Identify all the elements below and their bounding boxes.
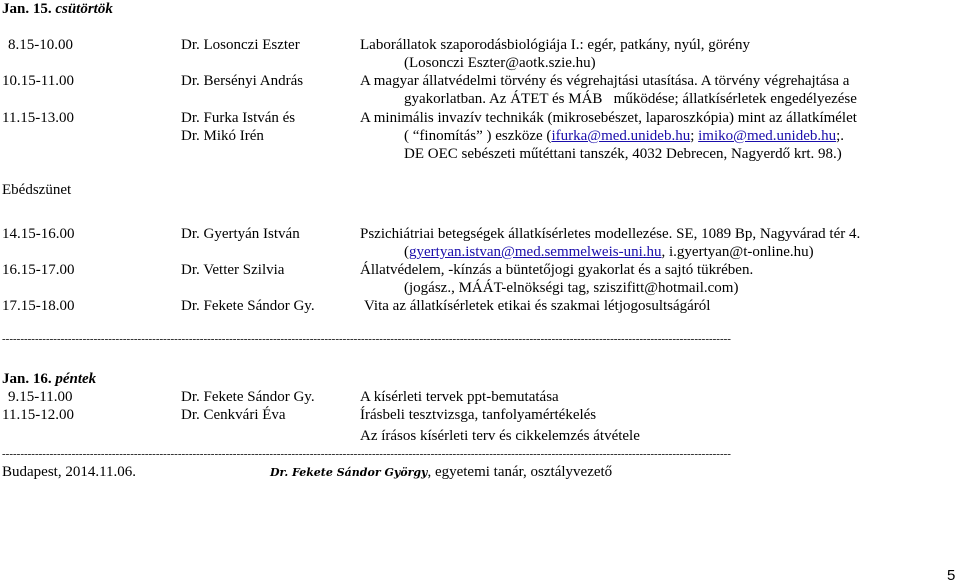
lunch-break: Ebédszünet: [2, 182, 72, 198]
topic-text: (: [404, 244, 409, 260]
page-number: 5: [947, 567, 956, 584]
email-link-gyertyan[interactable]: gyertyan.istvan@med.semmelweis-uni.hu: [409, 244, 662, 260]
speaker-name: Dr. Vetter Szilvia: [181, 262, 285, 278]
session-topic: Pszichiátriai betegségek állatkísérletes modellezése. SE, 1089 Bp, Nagyvárad tér 4.: [360, 226, 861, 242]
topic-text-end: ;.: [836, 128, 845, 144]
time-slot: 14.15-16.00: [2, 226, 75, 242]
place-date: Budapest, 2014.11.06.: [2, 464, 137, 480]
time-slot: 11.15-13.00: [2, 110, 74, 126]
separator: ;: [690, 128, 699, 144]
session-topic-address: DE OEC sebészeti műtéttani tanszék, 4032 Debrecen, Nagyerdő krt. 98.): [404, 146, 842, 162]
session-topic-contact: (Losonczi Eszter@aotk.szie.hu): [404, 55, 596, 71]
day-weekday: csütörtök: [55, 1, 113, 17]
time-slot: 10.15-11.00: [2, 73, 74, 89]
time-slot: 11.15-12.00: [2, 407, 74, 423]
speaker-name: Dr. Bersényi András: [181, 73, 304, 89]
day-header-jan15: [2, 0, 113, 18]
session-topic: A minimális invazív technikák (mikrosebészet, laparoszkópia) mint az állatkímélet: [360, 110, 857, 126]
day-label: Jan. 16.: [2, 371, 52, 387]
topic-text-end: , i.gyertyan@t-online.hu): [661, 244, 814, 260]
day-weekday: péntek: [55, 371, 97, 387]
time-slot: 16.15-17.00: [2, 262, 75, 278]
session-topic: Vita az állatkísérletek etikai és szakmai létjogosultságáról: [364, 298, 711, 314]
day-label: Jan. 15.: [2, 1, 52, 17]
email-link-furka[interactable]: ifurka@med.unideb.hu: [551, 128, 691, 144]
divider-line: -------------------------------------------------------------------------------------------------------------------------------------------------------------------------------------------------------: [2, 448, 731, 460]
session-topic-contact: [404, 243, 814, 261]
session-topic-line2: [404, 127, 844, 145]
divider-line: -------------------------------------------------------------------------------------------------------------------------------------------------------------------------------------------------------: [2, 333, 731, 345]
topic-text: ( “finomítás” ) eszköze (: [404, 128, 552, 144]
speaker-name: Dr. Losonczi Eszter: [181, 37, 300, 53]
time-slot: 8.15-10.00: [8, 37, 73, 53]
session-topic-line2: Az írásos kísérleti terv és cikkelemzés átvétele: [360, 428, 640, 444]
signature: Dr. Fekete Sándor György: [270, 466, 428, 479]
day-header-jan16: [2, 370, 96, 388]
signatory-role: , egyetemi tanár, osztályvezető: [427, 464, 613, 480]
signature-line: [270, 463, 612, 482]
time-slot: 9.15-11.00: [8, 389, 73, 405]
session-topic-contact: (jogász., MÁÁT-elnökségi tag, sziszifitt@hotmail.com): [404, 280, 739, 296]
session-topic: Laborállatok szaporodásbiológiája I.: egér, patkány, nyúl, görény: [360, 37, 750, 53]
speaker-name: Dr. Fekete Sándor Gy.: [181, 298, 315, 314]
speaker-name: Dr. Furka István és: [181, 110, 296, 126]
speaker-name: Dr. Cenkvári Éva: [181, 407, 286, 423]
session-topic: Állatvédelem, -kínzás a büntetőjogi gyakorlat és a sajtó tükrében.: [360, 262, 754, 278]
session-topic: A kísérleti tervek ppt-bemutatása: [360, 389, 559, 405]
session-topic: A magyar állatvédelmi törvény és végrehajtási utasítása. A törvény végrehajtása a: [360, 73, 850, 89]
session-topic: Írásbeli tesztvizsga, tanfolyamértékelés: [360, 407, 597, 423]
speaker-name-2: Dr. Mikó Irén: [181, 128, 264, 144]
session-topic-line2: gyakorlatban. Az ÁTET és MÁB működése; állatkísérletek engedélyezése: [404, 91, 857, 107]
email-link-miko[interactable]: imiko@med.unideb.hu: [698, 128, 837, 144]
time-slot: 17.15-18.00: [2, 298, 75, 314]
speaker-name: Dr. Gyertyán István: [181, 226, 300, 242]
speaker-name: Dr. Fekete Sándor Gy.: [181, 389, 315, 405]
